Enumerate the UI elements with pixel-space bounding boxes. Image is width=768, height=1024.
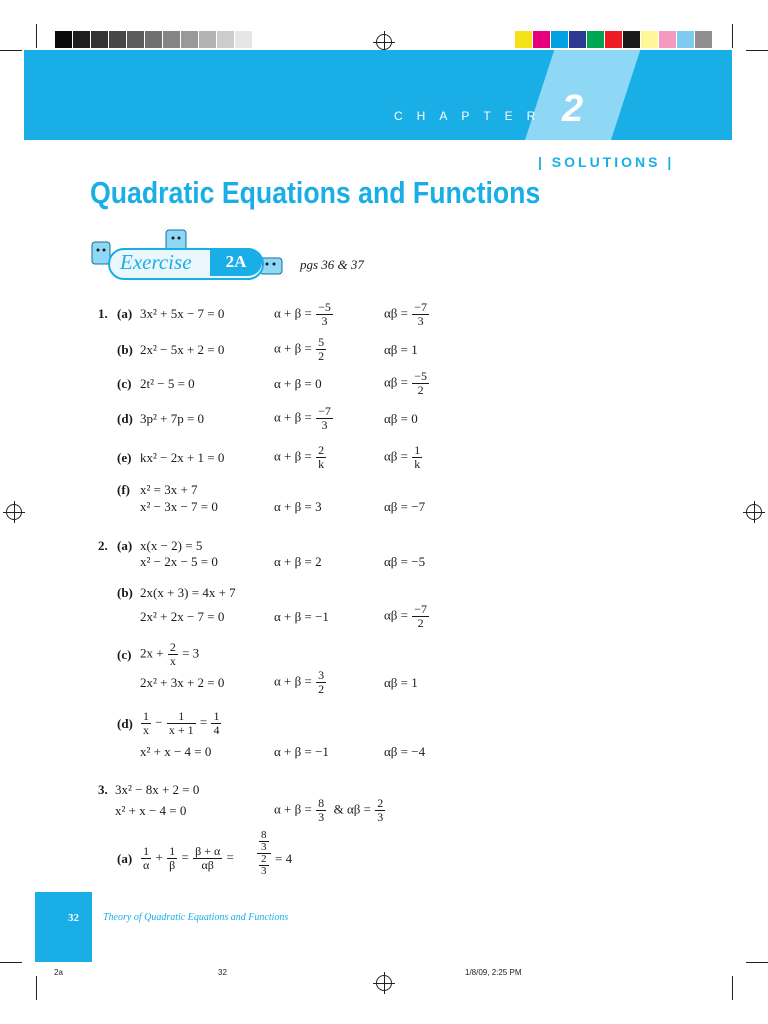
- equation: 3x² + 5x − 7 = 0: [140, 306, 225, 321]
- equation: x(x − 2) = 5: [140, 538, 203, 553]
- page-number: 32: [68, 912, 79, 924]
- question-number: 3.: [98, 782, 108, 797]
- part-label: (d): [117, 716, 133, 731]
- sum-of-roots: α + β = $\frac{3}{2}$: [274, 668, 325, 696]
- solutions-label: | SOLUTIONS |: [538, 154, 675, 170]
- product-of-roots: αβ = −7: [384, 499, 426, 514]
- crop-mark: [36, 976, 37, 1000]
- sum-of-roots: α + β = $\frac{5}{2}$: [274, 335, 325, 363]
- product-of-roots: αβ = 1: [384, 342, 418, 357]
- crop-mark: [746, 962, 768, 963]
- sum-and-product: α + β = $\frac{8}{3}$ & αβ = $\frac{2}{3}$: [274, 796, 384, 824]
- part-label: (f): [117, 482, 130, 497]
- running-footer-title: Theory of Quadratic Equations and Functions: [103, 912, 289, 923]
- swatch: [91, 31, 108, 48]
- swatch: [623, 31, 640, 48]
- equation: x² − 2x − 5 = 0: [140, 554, 218, 569]
- part-label: (c): [117, 376, 132, 391]
- chapter-label: CHAPTER: [394, 109, 550, 123]
- swatch: [533, 31, 550, 48]
- crop-mark: [732, 976, 733, 1000]
- equation: 3x² − 8x + 2 = 0: [115, 782, 200, 797]
- equation: x² + x − 4 = 0: [140, 744, 212, 759]
- part-label: (b): [117, 342, 133, 357]
- chapter-header-band: [24, 50, 732, 140]
- swatch: [163, 31, 180, 48]
- equation: 2x(x + 3) = 4x + 7: [140, 585, 236, 600]
- equation: x² = 3x + 7: [140, 482, 198, 497]
- product-of-roots: αβ = −5: [384, 554, 426, 569]
- swatch: [695, 31, 712, 48]
- swatch: [235, 31, 252, 48]
- swatch: [605, 31, 622, 48]
- slug-filename: 2a: [54, 968, 63, 977]
- crop-mark: [0, 50, 22, 51]
- page-title: Quadratic Equations and Functions: [90, 175, 541, 210]
- question-number: 2.: [98, 538, 108, 553]
- product-of-roots: αβ = 0: [384, 411, 418, 426]
- equation: x² + x − 4 = 0: [115, 803, 187, 818]
- product-of-roots: αβ = 1: [384, 675, 418, 690]
- registration-mark-icon: [376, 975, 392, 991]
- equation: 2t² − 5 = 0: [140, 376, 195, 391]
- swatch: [641, 31, 658, 48]
- swatch: [145, 31, 162, 48]
- exercise-code: 2A: [210, 248, 262, 276]
- equation: $\frac{1}{x}$ − $\frac{1}{x + 1}$ = $\frac{1}{4}$: [143, 709, 220, 737]
- part-label: (a): [117, 306, 133, 321]
- result: = 4: [275, 851, 293, 866]
- part-label: (b): [117, 585, 133, 600]
- sum-of-roots: α + β = $\frac{-5}{3}$: [274, 300, 331, 328]
- exercise-word: Exercise: [120, 250, 192, 274]
- swatch: [127, 31, 144, 48]
- swatch: [515, 31, 532, 48]
- equation: 3p² + 7p = 0: [140, 411, 205, 426]
- equation: 2x + $\frac{2}{x}$ = 3: [140, 640, 200, 668]
- product-of-roots: αβ = $\frac{-7}{2}$: [384, 602, 428, 630]
- swatch: [217, 31, 234, 48]
- product-of-roots: αβ = $\frac{-7}{3}$: [384, 300, 428, 328]
- part-label: (a): [117, 538, 133, 553]
- swatch: [587, 31, 604, 48]
- registration-mark-icon: [746, 504, 762, 520]
- sum-of-roots: α + β = 0: [274, 376, 322, 391]
- swatch: [199, 31, 216, 48]
- swatch: [181, 31, 198, 48]
- part-label: (e): [117, 450, 132, 465]
- sum-of-roots: α + β = 3: [274, 499, 322, 514]
- slug-page: 32: [218, 968, 227, 977]
- equation: $\frac{1}{\alpha}$ + $\frac{1}{\beta}$ = $\frac{\beta + \alpha}{\alpha\beta}$ =: [143, 844, 234, 872]
- product-of-roots: αβ = −4: [384, 744, 426, 759]
- crop-mark: [746, 50, 768, 51]
- part-label: (a): [117, 851, 133, 866]
- exercise-pages: pgs 36 & 37: [300, 257, 364, 272]
- chapter-number: 2: [562, 88, 584, 130]
- sum-of-roots: α + β = $\frac{-7}{3}$: [274, 404, 331, 432]
- swatch: [109, 31, 126, 48]
- product-of-roots: αβ = $\frac{-5}{2}$: [384, 369, 428, 397]
- equation: kx² − 2x + 1 = 0: [140, 450, 225, 465]
- slug-timestamp: 1/8/09, 2:25 PM: [465, 968, 522, 977]
- swatch: [73, 31, 90, 48]
- part-label: (c): [117, 647, 132, 662]
- part-label: (d): [117, 411, 133, 426]
- swatch: [551, 31, 568, 48]
- crop-mark: [0, 962, 22, 963]
- swatch: [55, 31, 72, 48]
- equation: 2x² + 3x + 2 = 0: [140, 675, 225, 690]
- sum-of-roots: α + β = −1: [274, 609, 329, 624]
- sum-of-roots: α + β = 2: [274, 554, 322, 569]
- product-of-roots: αβ = $\frac{1}{k}$: [384, 443, 421, 471]
- registration-mark-icon: [6, 504, 22, 520]
- footer-page-tab: [35, 892, 92, 962]
- compound-fraction: $\frac{\frac{8}{3}}{\frac{2}{3}}$: [256, 830, 272, 877]
- swatch: [677, 31, 694, 48]
- swatch: [569, 31, 586, 48]
- equation: x² − 3x − 7 = 0: [140, 499, 218, 514]
- equation: 2x² + 2x − 7 = 0: [140, 609, 225, 624]
- question-number: 1.: [98, 306, 108, 321]
- swatch: [659, 31, 676, 48]
- sum-of-roots: α + β = −1: [274, 744, 329, 759]
- crop-mark: [732, 24, 733, 48]
- crop-mark: [36, 24, 37, 48]
- sum-of-roots: α + β = $\frac{2}{k}$: [274, 443, 325, 471]
- equation: 2x² − 5x + 2 = 0: [140, 342, 225, 357]
- registration-mark-icon: [376, 34, 392, 50]
